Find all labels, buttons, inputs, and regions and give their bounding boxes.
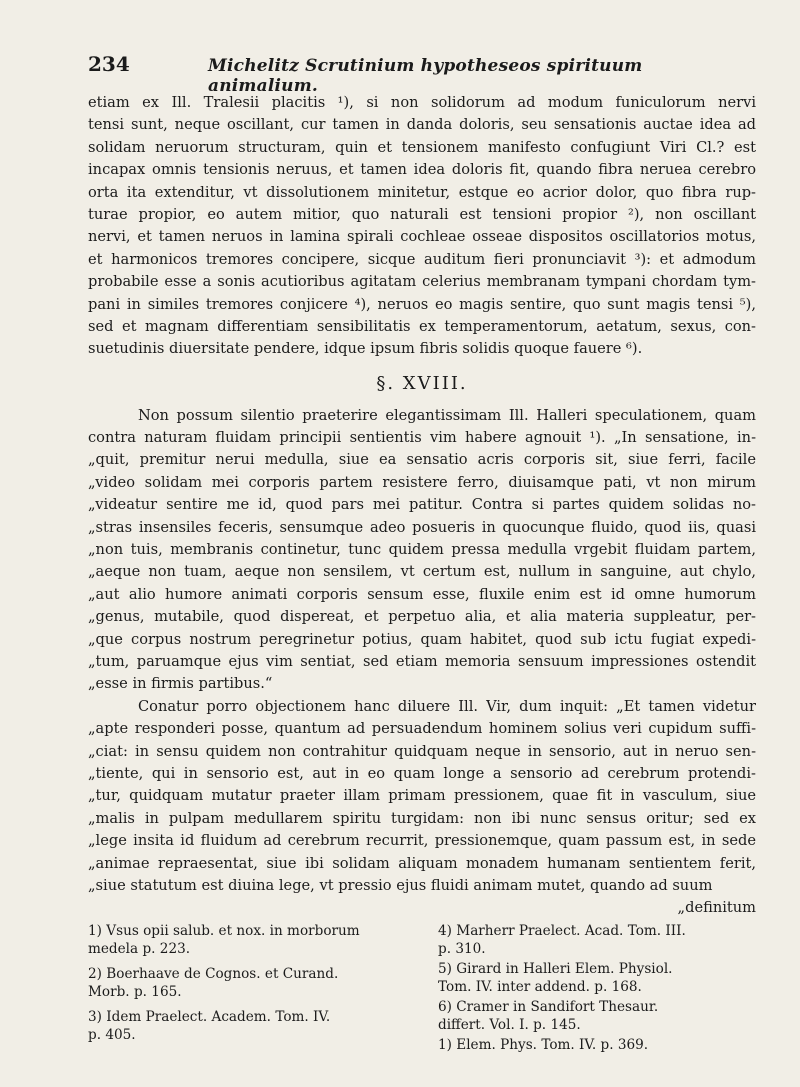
text-line: Non possum silentio praeterire elegantissimam Ill. Halleri speculationem, quam [138, 406, 756, 424]
footnotes-left-column [88, 923, 406, 1058]
text-line: „apte responderi posse, quantum ad persuadendum hominem solius veri cupidum suffi- [88, 720, 756, 738]
text-line: „videatur sentire me id, quod pars mei patitur. Contra si partes quidem solidas no- [88, 496, 756, 514]
footnote-line: p. 405. [88, 1026, 136, 1043]
text-line: „stras insensiles feceris, sensumque adeo posueris in quocunque fluido, quod iis, quasi [88, 518, 756, 536]
text-line: „lege insita id fluidum ad cerebrum recurrit, pressionemque, quam passum est, in sede [88, 832, 756, 850]
text-line: turae propior, eo autem mitior, quo naturali est tensioni propior ²), non oscillant [88, 205, 756, 223]
footnote [438, 1037, 756, 1055]
footnote-line: Tom. IV. inter addend. p. 168. [438, 978, 642, 995]
footnote-line: 2) Boerhaave de Cognos. et Curand. [88, 966, 339, 983]
page-header [88, 52, 756, 96]
footnote [88, 966, 406, 1001]
section-heading: §. XVIII. [376, 372, 468, 394]
text-line: „aeque non tuam, aeque non sensilem, vt certum est, nullum in sanguine, aut chylo, [88, 563, 756, 581]
text-line: pani in similes tremores conjicere ⁴), neruos eo magis sentire, quo sunt magis tensi ⁵), [88, 295, 756, 313]
text-line: incapax omnis tensionis neruus, et tamen idea doloris fit, quando fibra neruea cerebro [88, 161, 756, 179]
paragraph-1 [88, 92, 756, 361]
text-line: „esse in firmis partibus.“ [88, 675, 273, 693]
footnote [438, 923, 756, 958]
text-line: et harmonicos tremores concipere, sicque auditum fieri pronunciavit ³): et admodum [88, 250, 756, 268]
footnote [88, 1009, 406, 1044]
text-line: „quit, premitur nerui medulla, siue ea sensatio acris corporis sit, siue ferri, facile [88, 451, 756, 469]
footnote [88, 923, 406, 958]
text-line: „ciat: in sensu quidem non contrahitur quidquam neque in sensorio, aut in neruo sen- [88, 742, 756, 760]
text-line: nervi, et tamen neruos in lamina spirali cochleae osseae dispositos oscillatorios motus, [88, 228, 756, 246]
footnote [438, 961, 756, 996]
footnote-line: 4) Marherr Praelect. Acad. Tom. III. [438, 923, 686, 940]
text-line: sed et magnam differentiam sensibilitatis ex temperamentorum, aetatum, sexus, con- [88, 317, 756, 335]
footnote-line: 1) Elem. Phys. Tom. IV. p. 369. [438, 1037, 649, 1054]
text-line: „video solidam mei corporis partem resistere ferro, diuisamque pati, vt non mirum [88, 473, 756, 491]
running-head: Michelitz Scrutinium hypotheseos spirituum animalium. [208, 56, 643, 96]
footnotes [88, 923, 756, 1058]
text-line: „animae repraesentat, siue ibi solidam aliquam monadem humanam sentientem ferit, [88, 854, 756, 872]
text-line: „genus, mutabile, quod dispereat, et perpetuo alia, et alia materia suppleatur, per- [88, 608, 756, 626]
text-line: suetudinis diuersitate pendere, idque ipsum fibris solidis quoque fauere ⁶). [88, 340, 643, 358]
text-line: probabile esse a sonis acutioribus agitatam celerius membranam tympani chordam tym- [88, 273, 756, 291]
catchword: „definitum [677, 899, 756, 917]
text-line: contra naturam fluidam principii sentientis vim habere agnouit ¹). „In sensatione, in- [88, 429, 756, 447]
text-line: Conatur porro objectionem hanc diluere Ill. Vir, dum inquit: „Et tamen videtur [138, 697, 756, 715]
footnote [438, 999, 756, 1034]
text-line: orta ita extenditur, vt dissolutionem minitetur, estque eo acrior dolor, quo fibra rup- [88, 183, 756, 201]
footnote-line: 3) Idem Praelect. Academ. Tom. IV. [88, 1009, 331, 1026]
page-number: 234 [88, 52, 130, 76]
footnotes-right-column [438, 923, 756, 1058]
text-line: „non tuis, membranis continetur, tunc quidem pressa medulla vrgebit fluidam partem, [88, 541, 756, 559]
footnote-line: p. 310. [438, 940, 486, 957]
footnote-line: 5) Girard in Halleri Elem. Physiol. [438, 961, 673, 978]
footnote-line: differt. Vol. I. p. 145. [438, 1016, 581, 1033]
paragraph-3 [88, 696, 756, 898]
text-line: „tur, quidquam mutatur praeter illam primam pressionem, quae fit in vasculum, siue [88, 787, 756, 805]
text-line: „tiente, qui in sensorio est, aut in eo quam longe a sensorio ad cerebrum protendi- [88, 764, 756, 782]
text-line: tensi sunt, neque oscillant, cur tamen in danda doloris, seu sensationis auctae idea ad [88, 116, 756, 134]
footnote-line: medela p. 223. [88, 940, 191, 957]
text-line: etiam ex Ill. Tralesii placitis ¹), si non solidorum ad modum funiculorum nervi [88, 94, 756, 111]
text-line: „malis in pulpam medullarem spiritu turgidam: non ibi nunc sensus oritur; sed ex [88, 809, 756, 827]
footnote-line: 6) Cramer in Sandifort Thesaur. [438, 999, 659, 1016]
footnote-line: 1) Vsus opii salub. et nox. in morborum [88, 923, 360, 940]
footnote-line: Morb. p. 165. [88, 983, 182, 1000]
paragraph-2 [88, 405, 756, 696]
text-line: „siue statutum est diuina lege, vt pressio ejus fluidi animam mutet, quando ad suum [88, 876, 713, 894]
text-line: „tum, paruamque ejus vim sentiat, sed etiam memoria sensuum impressiones ostendit [88, 652, 756, 670]
text-line: „aut alio humore animati corporis sensum esse, fluxile enim est id omne humorum [88, 585, 756, 603]
text-line: „que corpus nostrum peregrinetur potius, quam habitet, quod sub ictu fugiat expedi- [88, 630, 756, 648]
text-line: solidam neruorum structuram, quin et tensionem manifesto confugiunt Viri Cl.? est [88, 138, 756, 156]
main-text [88, 92, 756, 919]
